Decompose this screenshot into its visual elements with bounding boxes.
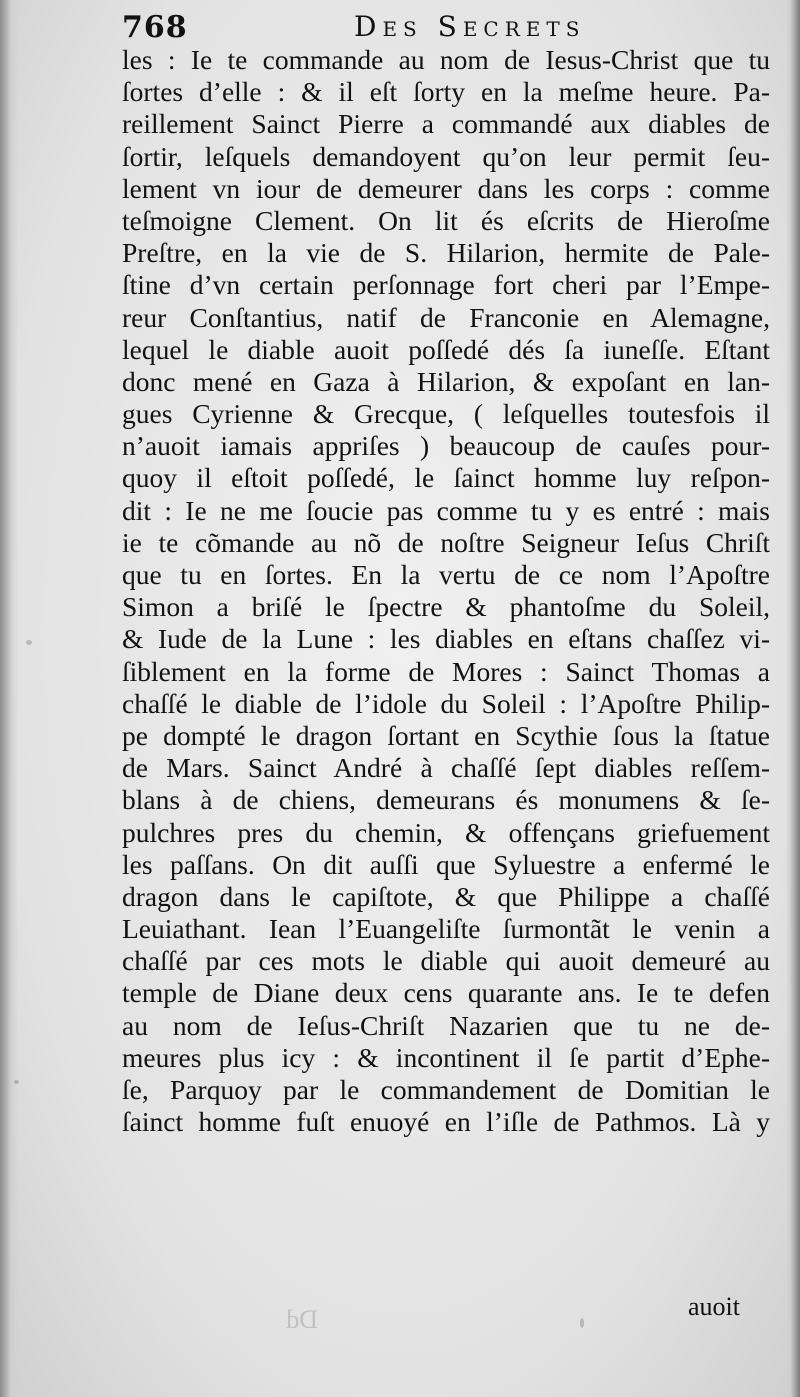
- show-through-ghost-text: Dd: [286, 1305, 318, 1334]
- text-line: ſe, Parquoy par le commandement de Domitian le: [122, 1074, 770, 1105]
- text-line: chaſſé par ces mots le diable qui auoit demeuré au: [122, 945, 770, 977]
- paper-blemish: [26, 640, 32, 645]
- page-number: 768: [122, 10, 188, 45]
- text-line: Leuiathant. Iean l’Euangeliſte ſurmontãt le venin a: [122, 913, 770, 945]
- text-line: Preſtre, en la vie de S. Hilarion, hermite de Pale-: [122, 237, 770, 269]
- text-line: ſtine d’vn certain perſonnage fort cheri par l’Empe-: [122, 269, 770, 301]
- catchword: auoit: [688, 1292, 740, 1321]
- text-line: ſiblement en la forme de Mores : Sainct Thomas a: [122, 655, 770, 687]
- text-line: teſmoigne Clement. On lit és eſcrits de Hieroſme: [122, 204, 770, 236]
- text-line: les paſſans. On dit auſſi que Syluestre a enfermé le: [122, 848, 770, 880]
- running-title: Des Secrets: [354, 10, 586, 43]
- text-line: pulchres pres du chemin, & offençans griefuement: [122, 816, 770, 848]
- page-right-shadow: [786, 0, 800, 1397]
- page-left-shadow: [0, 0, 18, 1397]
- text-line: reur Conſtantius, natif de Franconie en Alemagne,: [122, 301, 770, 333]
- text-line: & Iude de la Lune : les diables en eſtans chaſſez vi-: [122, 623, 770, 655]
- text-line: au nom de Ieſus-Chriſt Nazarien que tu ne de-: [122, 1009, 770, 1041]
- text-line: les : Ie te commande au nom de Iesus-Christ que tu: [122, 44, 770, 75]
- paper-blemish: [580, 1318, 584, 1328]
- text-line: reillement Sainct Pierre a commandé aux diables de: [122, 108, 770, 140]
- text-line: temple de Diane deux cens quarante ans. Ie te defen: [122, 977, 770, 1009]
- text-line: dragon dans le capiſtote, & que Philippe a chaſſé: [122, 880, 770, 912]
- text-line: pe dompté le dragon ſortant en Scythie ſous la ſtatue: [122, 719, 770, 751]
- text-line: ſortir, leſquels demandoyent qu’on leur permit ſeu-: [122, 140, 770, 172]
- text-line: blans à de chiens, demeurans és monumens & ſe-: [122, 784, 770, 816]
- text-line: donc mené en Gaza à Hilarion, & expoſant en lan-: [122, 365, 770, 397]
- text-line: lequel le diable auoit poſſedé dés ſa iuneſſe. Eſtant: [122, 333, 770, 365]
- text-line: ſortes d’elle : & il eſt ſorty en la meſme heure. Pa-: [122, 76, 770, 108]
- text-line: gues Cyrienne & Grecque, ( leſquelles toutesfois il: [122, 398, 770, 430]
- text-line: de Mars. Sainct André à chaſſé ſept diables reſſem-: [122, 752, 770, 784]
- text-line: n’auoit iamais appriſes ) beaucoup de cauſes pour-: [122, 430, 770, 462]
- text-line: quoy il eſtoit poſſedé, le ſainct homme luy reſpon-: [122, 462, 770, 494]
- text-line: ie te cõmande au nõ de noſtre Seigneur Ieſus Chriſt: [122, 526, 770, 558]
- page-header: [122, 8, 782, 48]
- text-line: Simon a briſé le ſpectre & phantoſme du Soleil,: [122, 591, 770, 623]
- text-line: que tu en ſortes. En la vertu de ce nom l’Apoſtre: [122, 559, 770, 590]
- text-line: lement vn iour de demeurer dans les corps : comme: [122, 172, 770, 204]
- text-line: ſainct homme fuſt enuoyé en l’iſle de Pathmos. Là y: [122, 1106, 770, 1138]
- text-line: meures plus icy : & incontinent il ſe partit d’Ephe-: [122, 1041, 770, 1073]
- text-line: chaſſé le diable de l’idole du Soleil : l’Apoſtre Philip-: [122, 687, 770, 719]
- paper-blemish: [14, 1080, 19, 1084]
- body-text: [122, 44, 770, 1138]
- text-line: dit : Ie ne me ſoucie pas comme tu y es entré : mais: [122, 494, 770, 526]
